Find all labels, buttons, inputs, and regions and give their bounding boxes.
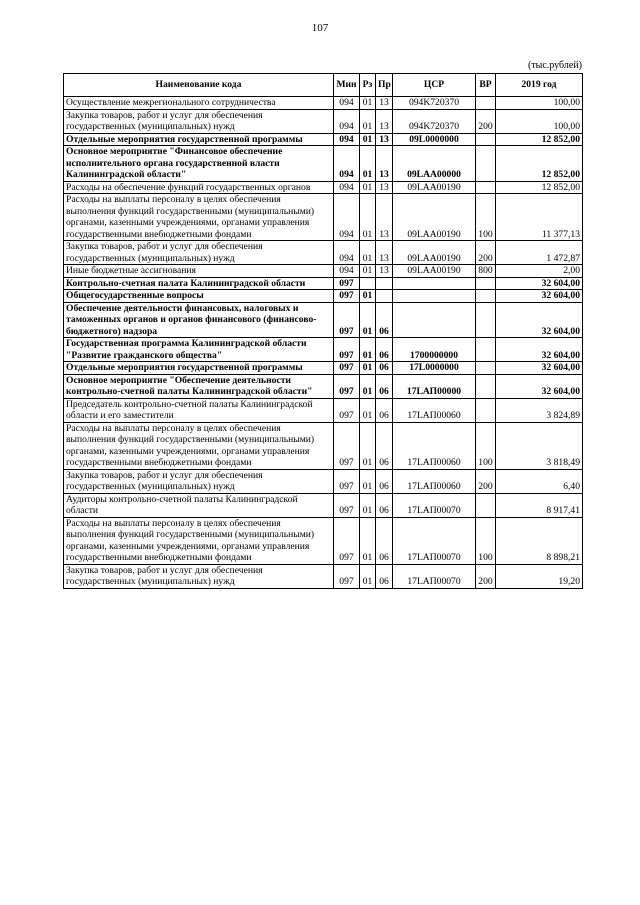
table-row — [64, 398, 583, 422]
cell-pr: 13 — [376, 194, 393, 241]
cell-name: Государственная программа Калининградской области "Развитие гражданского общества" — [64, 338, 334, 362]
cell-pr: 06 — [376, 338, 393, 362]
cell-name: Закупка товаров, работ и услуг для обеспечения государственных (муниципальных) нужд — [64, 564, 334, 588]
cell-vr — [476, 133, 496, 146]
table-row — [64, 146, 583, 182]
cell-min: 097 — [334, 277, 360, 290]
cell-rz: 01 — [360, 338, 376, 362]
cell-csr: 09LAA00190 — [393, 194, 476, 241]
cell-sum: 32 604,00 — [496, 362, 583, 375]
cell-name: Аудиторы контрольно-счетной палаты Калининградской области — [64, 493, 334, 517]
cell-pr: 06 — [376, 517, 393, 564]
cell-name: Осуществление межрегионального сотрудничества — [64, 97, 334, 110]
cell-name: Отдельные мероприятия государственной программы — [64, 362, 334, 375]
cell-vr: 800 — [476, 265, 496, 278]
cell-pr: 13 — [376, 97, 393, 110]
cell-rz — [360, 277, 376, 290]
cell-rz: 01 — [360, 302, 376, 338]
table-row — [64, 265, 583, 278]
cell-min: 097 — [334, 469, 360, 493]
cell-sum: 32 604,00 — [496, 302, 583, 338]
table-row — [64, 362, 583, 375]
cell-name: Основное мероприятие "Обеспечение деятельности контрольно-счетной палаты Калининградской области" — [64, 374, 334, 398]
cell-sum: 32 604,00 — [496, 374, 583, 398]
cell-vr: 100 — [476, 517, 496, 564]
cell-sum: 32 604,00 — [496, 338, 583, 362]
cell-sum: 100,00 — [496, 109, 583, 133]
cell-min: 097 — [334, 338, 360, 362]
cell-pr: 06 — [376, 422, 393, 469]
cell-rz: 01 — [360, 469, 376, 493]
cell-vr — [476, 302, 496, 338]
table-row — [64, 290, 583, 303]
table-row — [64, 109, 583, 133]
cell-csr: 094K720370 — [393, 109, 476, 133]
cell-pr — [376, 277, 393, 290]
table-row — [64, 422, 583, 469]
cell-vr — [476, 362, 496, 375]
table-row — [64, 338, 583, 362]
header-name: Наименование кода — [64, 74, 334, 97]
cell-name: Расходы на выплаты персоналу в целях обеспечения выполнения функций государственными (муниципальными) органами, казенными учреждениями, органами управления государственными внебюджетными фондами — [64, 517, 334, 564]
cell-min: 097 — [334, 362, 360, 375]
cell-csr: 17LАП00000 — [393, 374, 476, 398]
cell-sum: 1 472,87 — [496, 241, 583, 265]
cell-sum: 32 604,00 — [496, 290, 583, 303]
cell-sum: 2,00 — [496, 265, 583, 278]
cell-csr: 09LAA00190 — [393, 241, 476, 265]
cell-min: 094 — [334, 146, 360, 182]
cell-sum: 8 898,21 — [496, 517, 583, 564]
cell-csr: 094K720370 — [393, 97, 476, 110]
cell-rz: 01 — [360, 362, 376, 375]
cell-min: 097 — [334, 517, 360, 564]
cell-rz: 01 — [360, 493, 376, 517]
cell-csr: 09LAA00190 — [393, 181, 476, 194]
cell-name: Расходы на обеспечение функций государственных органов — [64, 181, 334, 194]
cell-name: Расходы на выплаты персоналу в целях обеспечения выполнения функций государственными (муниципальными) органами, казенными учреждениями, органами управления государственными внебюджетными фондами — [64, 422, 334, 469]
cell-csr — [393, 277, 476, 290]
table-row — [64, 469, 583, 493]
cell-pr: 13 — [376, 265, 393, 278]
cell-min: 097 — [334, 290, 360, 303]
table-row — [64, 133, 583, 146]
units-label: (тыс.рублей) — [527, 60, 582, 71]
cell-rz: 01 — [360, 146, 376, 182]
table-row — [64, 517, 583, 564]
cell-rz: 01 — [360, 181, 376, 194]
page-number: 107 — [311, 22, 329, 34]
cell-sum: 3 818,49 — [496, 422, 583, 469]
cell-sum: 6,40 — [496, 469, 583, 493]
cell-pr: 13 — [376, 146, 393, 182]
header-vr: ВР — [476, 74, 496, 97]
cell-name: Отдельные мероприятия государственной программы — [64, 133, 334, 146]
cell-vr: 200 — [476, 469, 496, 493]
cell-csr: 17LАП00070 — [393, 493, 476, 517]
cell-name: Расходы на выплаты персоналу в целях обеспечения выполнения функций государственными (муниципальными) органами, казенными учреждениями, органами управления государственными внебюджетными фондами — [64, 194, 334, 241]
cell-min: 094 — [334, 241, 360, 265]
cell-vr — [476, 398, 496, 422]
cell-sum: 32 604,00 — [496, 277, 583, 290]
cell-vr — [476, 493, 496, 517]
cell-vr: 100 — [476, 194, 496, 241]
cell-min: 097 — [334, 374, 360, 398]
cell-pr: 13 — [376, 109, 393, 133]
cell-rz: 01 — [360, 241, 376, 265]
cell-vr — [476, 181, 496, 194]
header-csr: ЦСР — [393, 74, 476, 97]
cell-min: 097 — [334, 493, 360, 517]
cell-sum: 100,00 — [496, 97, 583, 110]
cell-pr — [376, 290, 393, 303]
cell-csr: 17LАП00070 — [393, 564, 476, 588]
table-row — [64, 241, 583, 265]
cell-sum: 19,20 — [496, 564, 583, 588]
cell-rz: 01 — [360, 517, 376, 564]
cell-min: 094 — [334, 109, 360, 133]
cell-name: Закупка товаров, работ и услуг для обеспечения государственных (муниципальных) нужд — [64, 469, 334, 493]
cell-name: Обеспечение деятельности финансовых, налоговых и таможенных органов и органов финансового (финансово-бюджетного) надзора — [64, 302, 334, 338]
cell-pr: 13 — [376, 241, 393, 265]
cell-min: 097 — [334, 398, 360, 422]
cell-rz: 01 — [360, 194, 376, 241]
cell-min: 094 — [334, 181, 360, 194]
cell-csr: 17LАП00060 — [393, 469, 476, 493]
cell-rz: 01 — [360, 374, 376, 398]
cell-name: Основное мероприятие "Финансовое обеспечение исполнительного органа государственной власти Калининградской области" — [64, 146, 334, 182]
cell-csr: 09LAA00190 — [393, 265, 476, 278]
table-row — [64, 277, 583, 290]
cell-rz: 01 — [360, 290, 376, 303]
cell-name: Председатель контрольно-счетной палаты Калининградской области и его заместители — [64, 398, 334, 422]
header-pr: Пр — [376, 74, 393, 97]
cell-rz: 01 — [360, 265, 376, 278]
cell-rz: 01 — [360, 398, 376, 422]
cell-vr — [476, 290, 496, 303]
cell-csr: 09L0000000 — [393, 133, 476, 146]
table-row — [64, 97, 583, 110]
cell-name: Контрольно-счетная палата Калининградской области — [64, 277, 334, 290]
cell-rz: 01 — [360, 564, 376, 588]
header-rz: Рз — [360, 74, 376, 97]
cell-pr: 06 — [376, 362, 393, 375]
cell-csr: 09LAA00000 — [393, 146, 476, 182]
cell-min: 094 — [334, 194, 360, 241]
cell-min: 097 — [334, 422, 360, 469]
budget-table — [63, 73, 583, 589]
cell-rz: 01 — [360, 109, 376, 133]
table-body — [64, 97, 583, 589]
cell-sum: 12 852,00 — [496, 181, 583, 194]
cell-pr: 06 — [376, 398, 393, 422]
cell-sum: 11 377,13 — [496, 194, 583, 241]
cell-vr: 100 — [476, 422, 496, 469]
cell-csr: 17L0000000 — [393, 362, 476, 375]
cell-min: 094 — [334, 97, 360, 110]
cell-csr: 17LАП00070 — [393, 517, 476, 564]
cell-vr — [476, 338, 496, 362]
cell-vr: 200 — [476, 241, 496, 265]
cell-csr: 17LАП00060 — [393, 422, 476, 469]
cell-vr — [476, 374, 496, 398]
table-row — [64, 493, 583, 517]
cell-rz: 01 — [360, 422, 376, 469]
table-row — [64, 564, 583, 588]
table-row — [64, 181, 583, 194]
cell-csr: 17LАП00060 — [393, 398, 476, 422]
cell-name: Общегосударственные вопросы — [64, 290, 334, 303]
cell-sum: 12 852,00 — [496, 133, 583, 146]
cell-min: 097 — [334, 564, 360, 588]
cell-vr — [476, 277, 496, 290]
cell-name: Закупка товаров, работ и услуг для обеспечения государственных (муниципальных) нужд — [64, 241, 334, 265]
cell-pr: 13 — [376, 181, 393, 194]
cell-pr: 06 — [376, 564, 393, 588]
header-sum: 2019 год — [496, 74, 583, 97]
table-header-row — [64, 74, 583, 97]
cell-csr — [393, 290, 476, 303]
cell-pr: 06 — [376, 302, 393, 338]
cell-vr: 200 — [476, 109, 496, 133]
cell-sum: 8 917,41 — [496, 493, 583, 517]
cell-sum: 12 852,00 — [496, 146, 583, 182]
cell-vr — [476, 146, 496, 182]
cell-vr — [476, 97, 496, 110]
cell-min: 097 — [334, 302, 360, 338]
cell-min: 094 — [334, 265, 360, 278]
table-row — [64, 302, 583, 338]
cell-pr: 06 — [376, 493, 393, 517]
cell-rz: 01 — [360, 97, 376, 110]
cell-min: 094 — [334, 133, 360, 146]
cell-csr — [393, 302, 476, 338]
cell-csr: 1700000000 — [393, 338, 476, 362]
table-row — [64, 194, 583, 241]
cell-pr: 06 — [376, 374, 393, 398]
cell-sum: 3 824,89 — [496, 398, 583, 422]
cell-vr: 200 — [476, 564, 496, 588]
cell-name: Закупка товаров, работ и услуг для обеспечения государственных (муниципальных) нужд — [64, 109, 334, 133]
cell-pr: 06 — [376, 469, 393, 493]
cell-pr: 13 — [376, 133, 393, 146]
table-row — [64, 374, 583, 398]
cell-rz: 01 — [360, 133, 376, 146]
header-min: Мин — [334, 74, 360, 97]
cell-name: Иные бюджетные ассигнования — [64, 265, 334, 278]
